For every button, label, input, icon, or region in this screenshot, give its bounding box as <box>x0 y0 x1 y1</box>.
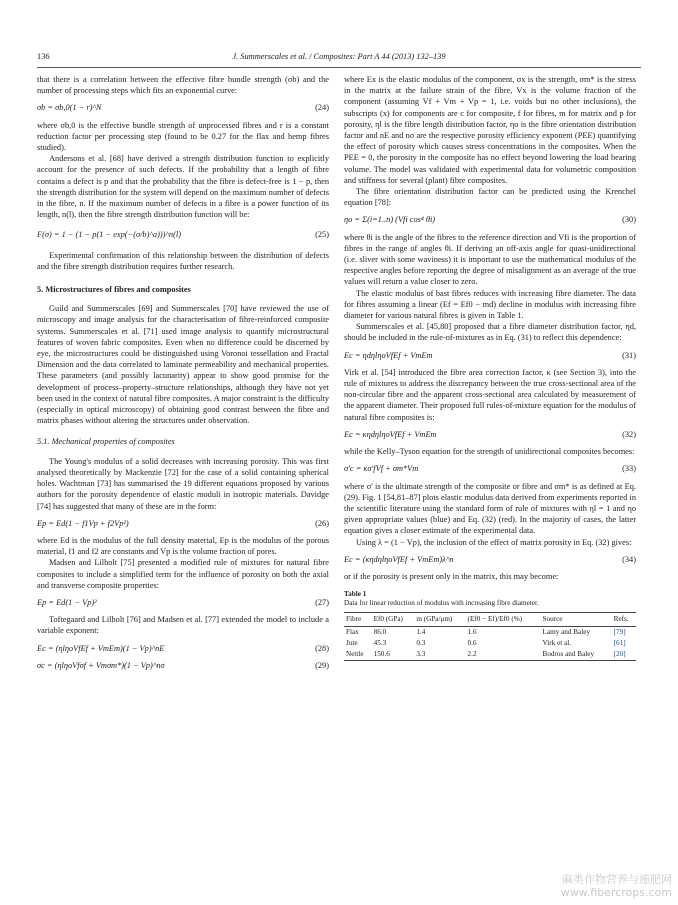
equation-number: (33) <box>622 464 636 474</box>
equation-number: (32) <box>622 429 636 439</box>
table-cell: 2.2 <box>466 649 541 661</box>
paragraph: where Ed is the modulus of the full density material, Ep is the modulus of the porous material, f1 and f2 are constants and Vp is the volume fraction of pores. <box>37 535 329 557</box>
paragraph: Using λ = (1 − Vp), the inclusion of the effect of matrix porosity in Eq. (32) gives: <box>356 537 632 547</box>
paragraph: while the Kelly–Tyson equation for the strength of unidirectional composites becomes: <box>344 447 635 457</box>
header-rule <box>37 67 641 68</box>
paragraph: The fibre orientation distribution factor can be predicted using the Krenchel equation [78]: <box>344 187 636 208</box>
table-cell: 1.6 <box>467 628 477 637</box>
equation-number: (25) <box>315 230 329 240</box>
subsection-heading: 5.1. Mechanical properties of composites <box>37 437 175 447</box>
table-cell: 86.0 <box>373 628 387 637</box>
paragraph: where Ex is the elastic modulus of the component, σx is the strength, σm* is the stress in the matrix at the failure strain of the fibre, Vx is the volume fraction of the component (assuming Vf + Vm + Vp = 1, i.e. voids but no other inclusions), the subscripts (x) for components are c for composite, f for fibres, m for matrix and p for porosity, ηl is the fibre length distribution factor, ηo is the fibre orientation distribution factor and nE and nσ are the respective porosity efficiency exponent (PEE) quantifying the effect of porosity which causes stress concentrations in the composites. When the PEE = 0, the porosity in the composite has no effect beyond lowering the load bearing volume. The model was validated with experimental data for volumetric composition and stiffness for several (plant) fibre composites. <box>344 75 636 185</box>
column-header: Source <box>541 613 612 627</box>
table-cell: 3.3 <box>414 649 465 661</box>
table-cell: Jute <box>346 639 358 648</box>
equation-body: ηo = Σ(i=1..n) (Vfi cos⁴ θi) <box>344 215 436 225</box>
paragraph: that there is a correlation between the effective fibre bundle strength (σb) and the number of processing steps which fits an exponential curve: <box>37 75 329 96</box>
equation-27 <box>37 597 329 608</box>
equation-30 <box>344 214 636 225</box>
equation-body: σb = σb,0(1 − r)^N <box>37 103 102 113</box>
table-header-row <box>344 613 636 627</box>
paragraph: or if the porosity is present only in the matrix, this may become: <box>344 571 559 581</box>
paragraph: Experimental confirmation of this relationship between the distribution of defects and the fibre strength distribution requires further research. <box>37 250 329 271</box>
paragraph: Toftegaard and Lilholt [76] and Madsen et al. [77] extended the model to include a variable exponent: <box>37 615 329 636</box>
table-cell: Bodros and Baley <box>541 649 612 661</box>
equation-number: (31) <box>622 350 636 360</box>
paragraph: where σ' is the ultimate strength of the composite or fibre and σm* is as defined at Eq. (29). Fig. 1 [54,81–87] plots elastic modulus data derived from experiments reported in the scientific literature using the standard form of rule of mixtures with ηl = 1 and ηo given appropriate values (blue) and Eq. (32) (red). In the majority of cases, the latter equation gives a closer estimate of the experimental data. <box>344 481 636 536</box>
equation-body: F(σ) = 1 − (1 − p(1 − exp(−(σ/b)^a)))^n(l) <box>37 230 181 240</box>
equation-body: Ec = κηdηlηoVfEf + VmEm <box>344 429 437 439</box>
equation-body: Ec = ηdηlηoVfEf + VmEm <box>344 350 433 360</box>
equation-body: σc = (ηlηoVfσf + Vmσm*)(1 − Vp)^nσ <box>37 660 165 670</box>
table-row <box>344 649 636 661</box>
table-cell: 1.4 <box>416 628 426 637</box>
equation-32 <box>344 429 636 440</box>
table-1 <box>344 590 636 661</box>
paragraph: Guild and Summerscales [69] and Summerscales [70] have reviewed the use of microscopy and image analysis for the characterisation of fibre-reinforced composite systems. Summerscales et al. [71] used image analysis to quantify microstructural features of woven fabric composites. Even when no difference could be discerned by eye, the microstructures could be distinguished using Voronoi tessellation and Fractal Dimension and the data correlated to laminate permeability and mechanical properties. These parameters (and possibly lacunarity) appear to show good promise for the development of process–property–structure relationships, although they have not yet been used in the context of natural fibre composites. A major constraint is the difficulty (especially in optical microscopy) of obtaining good contrast between the fibre and matrix phases without altering the structures under observation. <box>37 304 329 426</box>
equation-24 <box>37 102 329 113</box>
table-cell: Nettle <box>344 649 372 661</box>
paragraph: Andersons et al. [68] have derived a strength distribution function to explicitly account for the presence of such defects. If the probability that a length of fibre contains a defect is p and that the probability that the fibre is defect-free is 1 − p, then the strength distribution for the system will depend on the maximum number of defects in the fibre, n. If the maximum number of defects in a fibre is a power function of its length, n(l), then the fibre strength distribution function will be: <box>37 154 329 220</box>
column-header: m (GPa/μm) <box>414 613 465 627</box>
equation-number: (30) <box>622 215 636 225</box>
equation-31 <box>344 350 636 361</box>
equation-number: (27) <box>315 597 329 607</box>
page-number: 136 <box>37 52 50 61</box>
equation-number: (28) <box>315 643 329 653</box>
equation-body: Ep = Ed(1 − Vp)² <box>37 597 97 607</box>
equation-25 <box>37 229 329 240</box>
table-row <box>344 627 636 639</box>
paragraph: Summerscales et al. [45,80] proposed that a fibre diameter distribution factor, ηd, should be included in the rule-of-mixtures as in Eq. (31) to reflect this dependence: <box>344 322 636 343</box>
watermark <box>561 873 672 899</box>
watermark-text: 麻类作物营养与施肥网 <box>562 873 672 886</box>
left-column <box>37 74 329 677</box>
table-title: Table 1 <box>344 590 367 599</box>
paragraph: where σb,0 is the effective bundle strength of unprocessed fibres and r is a constant reduction factor per processing step (found to be 0.27 for the flax and hemp fibres studied). <box>37 120 329 153</box>
equation-body: Ec = (ηlηoVfEf + VmEm)(1 − Vp)^nE <box>37 643 165 653</box>
equation-number: (24) <box>315 103 329 113</box>
paragraph: Virk et al. [54] introduced the fibre area correction factor, κ (see Section 3), into the rule of mixtures to address the discrepancy between the true cross-sectional area of the non-circular fibre and the apparent cross-sectional area calculated by measurement of the apparent diameter. Their proposed full rules-of-mixture equation for the modulus of natural fibre composites is: <box>344 367 636 422</box>
paragraph: Madsen and Lilholt [75] presented a modified rule of mixtures for natural fibre composites to include a simplified term for the influence of porosity on both the axial and transverse composite properties: <box>37 558 329 590</box>
equation-number: (34) <box>622 554 636 564</box>
table-row <box>344 638 636 649</box>
paragraph: The elastic modulus of bast fibres reduces with increasing fibre diameter. The data for fibres assuming a linear (Ef = Ef0 − md) decline in modulus with increasing fibre diameter for various natural fibres is given in Table 1. <box>344 288 636 321</box>
equation-number: (29) <box>315 660 329 670</box>
table-cell: Lamy and Baley <box>542 628 591 637</box>
equation-body: σ'c = κσ'fVf + σm*Vm <box>344 464 419 474</box>
reference-link[interactable]: [61] <box>613 639 626 648</box>
table-cell: 150.6 <box>372 649 415 661</box>
section-heading: 5. Microstructures of fibres and composites <box>37 285 191 295</box>
equation-28 <box>37 643 329 654</box>
column-header: (Ef0 − Ef)/Ef0 (%) <box>466 613 541 627</box>
equation-33 <box>344 463 636 474</box>
equation-26 <box>37 518 329 529</box>
column-header: Refs. <box>612 613 636 627</box>
reference-link[interactable]: [79] <box>613 628 626 637</box>
reference-link[interactable]: [20] <box>612 649 636 661</box>
table-cell: Flax <box>346 628 359 637</box>
data-table <box>344 612 636 661</box>
table-cell: Virk et al. <box>542 639 572 648</box>
column-header: Ef0 (GPa) <box>372 613 415 627</box>
watermark-url: www.fibercrops.com <box>560 886 672 899</box>
table-cell: 0.3 <box>416 639 426 648</box>
running-header <box>37 52 641 66</box>
equation-body: Ep = Ed(1 − f1Vp + f2Vp²) <box>37 518 129 528</box>
paragraph: where θi is the angle of the fibres to the reference direction and Vfi is the proportion of fibres in the range of angles θi. If deriving an off-axis angle for quasi-unidirectional (i.e. sliver with some waviness) it is important to use the mathematical modulus of the respective angles before reporting the degree of misalignment as an average of the true values will return a value closer to zero. <box>344 232 636 287</box>
table-cell: 0.6 <box>467 639 477 648</box>
table-cell: 45.3 <box>373 639 387 648</box>
equation-body: Ec = (κηdηlηoVfEf + VmEm)λ^n <box>344 554 454 564</box>
right-column <box>344 74 636 661</box>
paragraph: The Young's modulus of a solid decreases with increasing porosity. This was first analysed theoretically by Mackenzie [72] for the case of a solid containing spherical holes. Wachtman [73] has summarised the 19 different equations proposed by various authors for the porosity dependence of elastic moduli in isotropic materials. Davidge [74] has suggested that many of these are in the form: <box>37 456 329 511</box>
equation-34 <box>344 554 636 565</box>
equation-number: (26) <box>315 518 329 528</box>
equation-29 <box>37 660 329 671</box>
journal-citation: J. Summerscales et al. / Composites: Part A 44 (2013) 132–139 <box>232 52 446 61</box>
column-header: Fibre <box>344 613 372 627</box>
table-caption: Data for linear reduction of modulus with increasing fibre diameter. <box>344 599 539 608</box>
